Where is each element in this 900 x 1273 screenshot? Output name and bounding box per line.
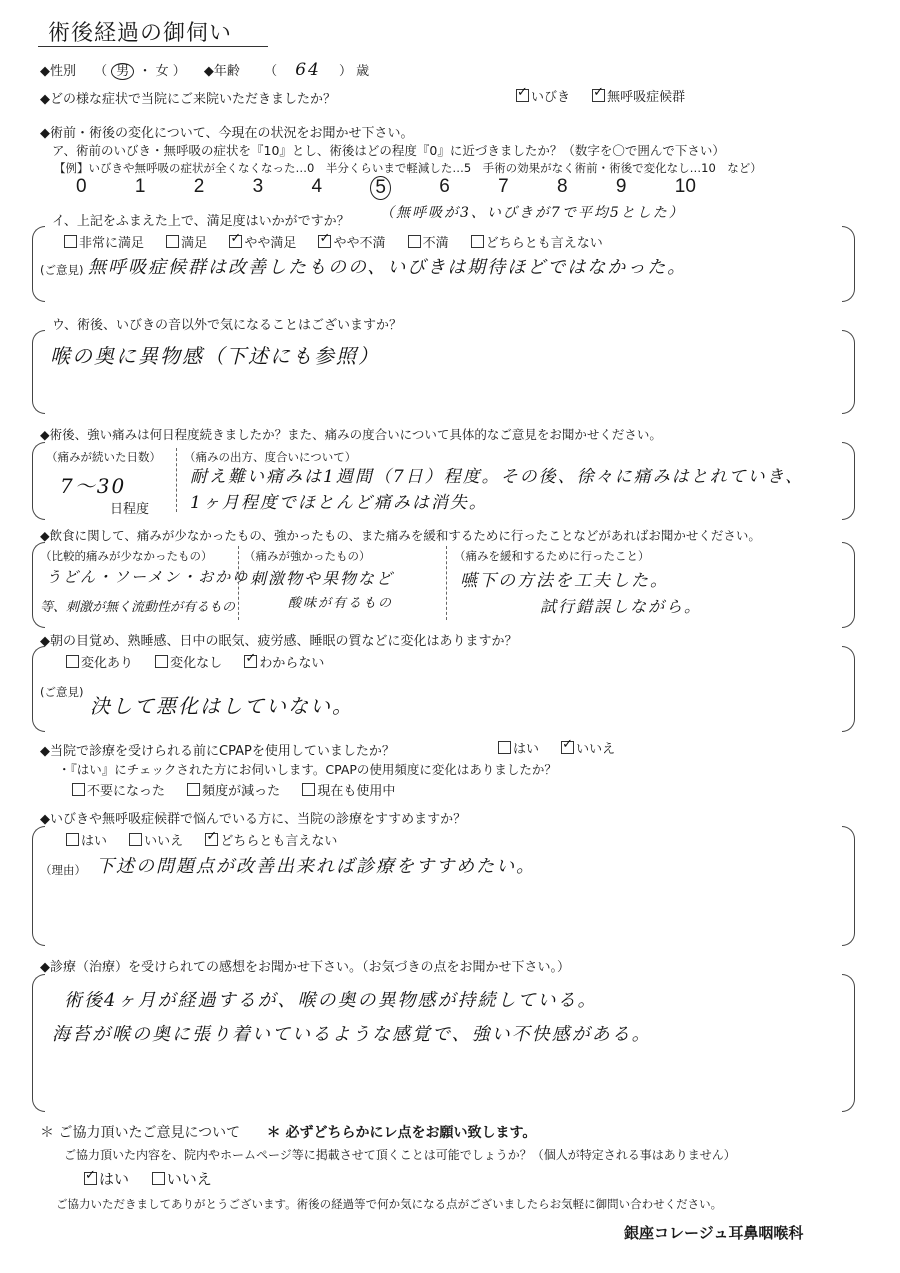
q6-options [66, 652, 342, 671]
q8-option-neutral[interactable]: ✓ どちらとも言えない [205, 834, 337, 849]
q5-col1-line1: うどん・ソーメン・おかゆ [46, 568, 250, 586]
q6-bracket-right [842, 646, 855, 732]
q2-opinion: 無呼吸症候群は改善したものの、いびきは期待ほどではなかった。 [88, 257, 688, 278]
checkbox-icon [64, 235, 77, 248]
q7-question: ◆当院で診療を受けられる前にCPAPを使用していましたか？ [40, 744, 395, 759]
q4-detail-line2: 1ヶ月程度でほとんど痛みは消失。 [190, 493, 488, 513]
scale-4[interactable]: 4 [311, 176, 323, 197]
q6-opinion-label: (ご意見) [40, 685, 84, 699]
q3-bracket-right [842, 330, 855, 414]
q7-option-no[interactable]: ✓ いいえ [561, 742, 615, 757]
q5-col1-line2: 等、刺激が無く流動性が有るもの [40, 600, 236, 615]
q5-question: ◆飲食に関して、痛みが少なかったもの、強かったもの、また痛みを緩和するために行ったことなどがあればお聞かせください。 [40, 528, 761, 543]
profile-row: ◆性別 （ 男 ・ 女 ） ◆年齢 （ 64 ） 歳 [40, 60, 370, 80]
scale-2[interactable]: 2 [193, 176, 205, 197]
q5-col2-line2: 酸味が有るもの [288, 596, 394, 611]
q6-option-changed[interactable]: 変化あり [66, 656, 133, 671]
satisfaction-satisfied[interactable]: 満足 [166, 236, 207, 251]
footer-star2: ＊ 必ずどちらかにレ点をお願い致します。 [266, 1125, 537, 1141]
q9-bracket-left [32, 974, 45, 1112]
satisfaction-very-satisfied[interactable]: 非常に満足 [64, 236, 144, 251]
gender-female[interactable]: 女 [155, 64, 169, 79]
checkbox-checked-icon [516, 89, 529, 102]
checkbox-icon [187, 783, 200, 796]
checkbox-icon [471, 235, 484, 248]
q7-sub-question: ・『はい』にチェックされた方にお伺いします。CPAPの使用頻度に変化はありましたか？ [58, 762, 557, 777]
q7-options [498, 738, 633, 757]
q5-col2-line1: 刺激物や果物など [250, 569, 395, 588]
q6-option-unknown[interactable]: ✓ わからない [244, 656, 324, 671]
scale-3[interactable]: 3 [252, 176, 264, 197]
checkbox-checked-icon [84, 1172, 97, 1185]
scale-5-selected[interactable]: 5 [370, 176, 391, 200]
checkbox-icon [66, 655, 79, 668]
q9-answer-line2: 海苔が喉の奥に張り着いているような感覚で、強い不快感がある。 [52, 1024, 652, 1045]
q2-bracket-right [842, 226, 855, 302]
q5-bracket-right [842, 542, 855, 628]
checkbox-icon [72, 783, 85, 796]
checkbox-icon [155, 655, 168, 668]
checkbox-icon [129, 833, 142, 846]
scale-1[interactable]: 1 [134, 176, 146, 197]
page-title: 術後経過の御伺い [48, 21, 233, 46]
q5-divider-2 [446, 546, 447, 620]
checkbox-checked-icon [592, 89, 605, 102]
q7-sub-option-still-using[interactable]: 現在も使用中 [302, 784, 395, 799]
satisfaction-somewhat-satisfied[interactable]: ✓ やや満足 [229, 236, 296, 251]
scale-9[interactable]: 9 [615, 176, 627, 197]
q5-col3-line2: 試行錯誤しながら。 [540, 597, 703, 616]
checkbox-icon [152, 1172, 165, 1185]
q2-example: 【例】いびきや無呼吸の症状が全くなくなった…0 半分くらいまで軽減した…5 手術の効果がなく術前・術後で変化なし…10 など） [54, 161, 762, 175]
checkbox-icon [66, 833, 79, 846]
scale-6[interactable]: 6 [439, 176, 450, 197]
scale-7[interactable]: 7 [498, 176, 509, 197]
scale-8[interactable]: 8 [557, 176, 568, 197]
checkbox-icon [408, 235, 421, 248]
q4-detail-label: （痛みの出方、度合いについて） [184, 450, 357, 464]
q9-bracket-right [842, 974, 855, 1112]
age-label: ◆年齢 [203, 64, 240, 79]
q4-days-label: （痛みが続いた日数） [46, 450, 161, 464]
q7-sub-options [72, 780, 413, 799]
q8-options [66, 830, 355, 849]
footer-options [84, 1168, 230, 1189]
q4-bracket-right [842, 442, 855, 520]
footer-option-yes[interactable]: ✓はい [84, 1170, 129, 1188]
title-underline [38, 46, 268, 47]
satisfaction-neutral[interactable]: どちらとも言えない [471, 236, 603, 251]
q3-question: ウ、術後、いびきの音以外で気になることはございますか？ [52, 318, 402, 333]
checkbox-checked-icon [244, 655, 257, 668]
scale-10[interactable]: 10 [674, 176, 696, 197]
checkbox-checked-icon [561, 741, 574, 754]
q2-satisfaction-options [64, 232, 621, 251]
q4-bracket-left [32, 442, 45, 520]
q7-option-yes[interactable]: はい [498, 742, 539, 757]
checkbox-checked-icon [318, 235, 331, 248]
q3-bracket-left [32, 330, 45, 414]
q8-bracket-left [32, 826, 45, 946]
age-value: 64 [295, 60, 321, 80]
q1-question: ◆どの様な症状で当院にご来院いただきましたか？ [40, 92, 336, 107]
satisfaction-somewhat-dissatisfied[interactable]: ✓ やや不満 [318, 236, 385, 251]
scale-0[interactable]: 0 [76, 176, 87, 197]
q5-col3-line1: 嚥下の方法を工夫した。 [460, 571, 669, 591]
q4-days-value: 7〜30 [60, 474, 127, 498]
q8-option-no[interactable]: いいえ [129, 834, 183, 849]
gender-label: ◆性別 [40, 64, 76, 79]
footer-star1: ＊ ご協力頂いたご意見について [40, 1125, 241, 1141]
q5-col2-label: （痛みが強かったもの） [244, 549, 371, 563]
q4-question: ◆術後、強い痛みは何日程度続きましたか？また、痛みの度合いについて具体的なご意見をお聞かせください。 [40, 427, 662, 442]
q3-answer: 喉の奥に異物感（下述にも参照） [50, 344, 380, 368]
q4-detail-line1: 耐え難い痛みは1週間（7日）程度。その後、徐々に痛みはとれていき、 [190, 467, 804, 487]
q7-sub-option-reduced[interactable]: 頻度が減った [187, 784, 280, 799]
q5-col1-label: （比較的痛みが少なかったもの） [40, 549, 213, 563]
footer-option-no[interactable]: いいえ [152, 1170, 212, 1188]
q8-option-yes[interactable]: はい [66, 834, 107, 849]
footer-question: ご協力頂いた内容を、院内やホームページ等に掲載させて頂くことは可能でしょうか？（個人が特定される事はありません） [64, 1148, 736, 1162]
q6-option-no-change[interactable]: 変化なし [155, 656, 222, 671]
q9-question: ◆診療（治療）を受けられての感想をお聞かせ下さい。（お気づきの点をお聞かせ下さい。） [40, 960, 570, 975]
q8-reason-label: （理由） [40, 863, 86, 877]
q2-i-note: （無呼吸が3、いびきが7で平均5とした） [380, 205, 685, 221]
q4-days-unit: 日程度 [110, 502, 150, 517]
q2-opinion-label: (ご意見) [40, 263, 84, 277]
checkbox-checked-icon [205, 833, 218, 846]
footer-note-title [40, 1122, 536, 1142]
q1-option-snoring[interactable]: ✓ いびき [516, 90, 570, 105]
q6-question: ◆朝の目覚め、熟睡感、日中の眠気、疲労感、睡眠の質などに変化はありますか？ [40, 634, 518, 649]
q8-bracket-right [842, 826, 855, 946]
q1-options [516, 86, 703, 105]
q2-scale [76, 176, 696, 200]
q2-heading: ◆術前・術後の変化について、今現在の状況をお聞かせ下さい。 [40, 126, 414, 141]
satisfaction-dissatisfied[interactable]: 不満 [408, 236, 449, 251]
footer-thanks: ご協力いただきましてありがとうございます。術後の経過等で何か気になる点がございましたらお気軽に御問い合わせください。 [56, 1197, 723, 1211]
checkbox-checked-icon [229, 235, 242, 248]
q7-sub-option-unneeded[interactable]: 不要になった [72, 784, 165, 799]
q2-a-text: ア、術前のいびき・無呼吸の症状を『10』とし、術後はどの程度『0』に近づきましたか？（数字を〇で囲んで下さい） [52, 143, 725, 158]
q1-option-apnea[interactable]: ✓ 無呼吸症候群 [592, 90, 685, 105]
q6-opinion: 決して悪化はしていない。 [90, 694, 354, 718]
q8-reason: 下述の問題点が改善出来れば診療をすすめたい。 [96, 856, 537, 877]
q9-answer-line1: 術後4ヶ月が経過するが、喉の奥の異物感が持続している。 [64, 990, 598, 1011]
checkbox-icon [166, 235, 179, 248]
clinic-name: 銀座コレージュ耳鼻咽喉科 [624, 1224, 804, 1242]
q5-divider-1 [238, 546, 239, 620]
checkbox-icon [302, 783, 315, 796]
age-unit: 歳 [356, 64, 370, 79]
q5-col3-label: （痛みを緩和するために行ったこと） [454, 549, 650, 563]
q4-divider [176, 448, 177, 512]
gender-male[interactable]: 男 [111, 63, 134, 80]
q2-i-text: イ、上記をふまえた上で、満足度はいかがですか？ [52, 214, 350, 229]
checkbox-icon [498, 741, 511, 754]
q8-question: ◆いびきや無呼吸症候群で悩んでいる方に、当院の診療をすすめますか？ [40, 812, 467, 827]
